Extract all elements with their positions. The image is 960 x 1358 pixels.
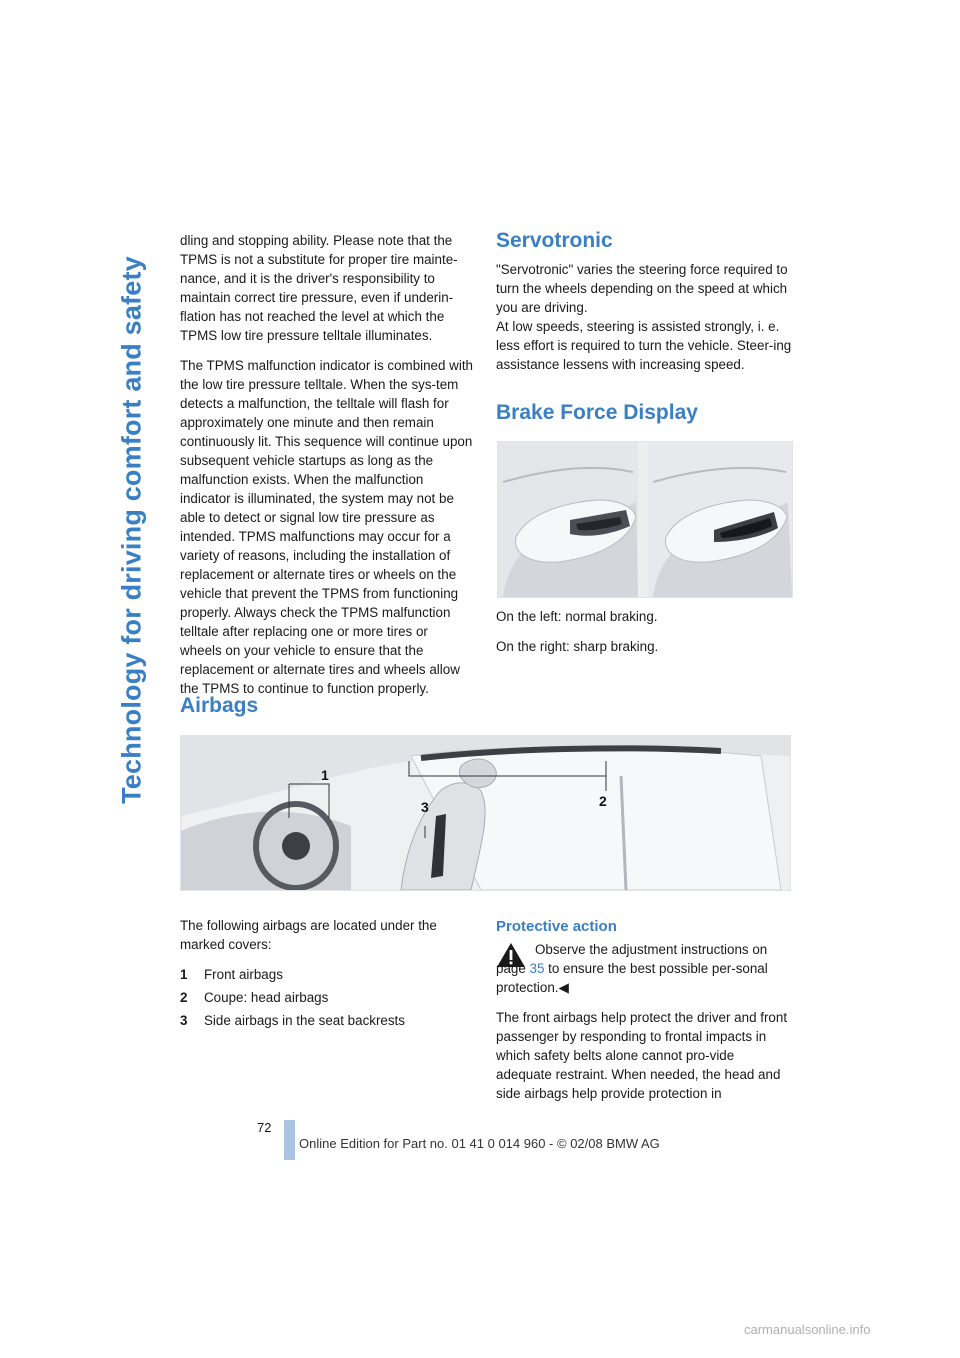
list-item (180, 965, 473, 984)
warning-text-after: to ensure the best possible per-sonal protection.◀ (496, 961, 768, 995)
airbags-intro-text: The following airbags are located under the marked covers: (180, 918, 437, 952)
servotronic-heading: Servotronic (496, 229, 613, 252)
airbags-intro-block (180, 916, 473, 1034)
list-item (180, 1011, 473, 1030)
list-item-text: Coupe: head airbags (204, 990, 329, 1005)
normal-braking-car (498, 442, 638, 597)
brake-force-display-captions (496, 607, 792, 667)
car-interior-airbags-illustration (181, 736, 790, 890)
brake-force-display-heading: Brake Force Display (496, 401, 698, 424)
sharp-braking-car (648, 442, 792, 597)
footer-accent-bar (284, 1120, 295, 1160)
side-chapter-title-text: Technology for driving comfort and safety (116, 256, 147, 804)
list-item (180, 988, 473, 1007)
callout-2: 2 (599, 793, 607, 809)
brake-lights-illustration (498, 442, 792, 597)
tpms-paragraph-1: dling and stopping ability. Please note that the TPMS is not a substitute for proper tire mainte-nance, and it is the driver's responsibility to maintain correct tire pressure, even if underin-flation has not reached the level at which the TPMS low tire pressure telltale illuminates. (180, 233, 458, 343)
list-item-number: 3 (180, 1013, 188, 1028)
airbags-heading: Airbags (180, 694, 259, 717)
airbags-figure (180, 735, 791, 891)
side-chapter-title (112, 230, 152, 830)
callout-1: 1 (321, 767, 329, 783)
warning-note (496, 940, 792, 997)
callout-3: 3 (421, 799, 429, 815)
list-item-text: Side airbags in the seat backrests (204, 1013, 405, 1028)
servotronic-body (496, 260, 792, 385)
list-item-text: Front airbags (204, 967, 283, 982)
protective-action-body (496, 940, 792, 1114)
caption-normal-braking: On the left: normal braking. (496, 609, 658, 624)
left-column (180, 231, 473, 709)
protective-action-heading: Protective action (496, 918, 617, 935)
airbag-locations-list (180, 965, 473, 1030)
list-item-number: 2 (180, 990, 188, 1005)
watermark-text: carmanualsonline.info (744, 1322, 871, 1337)
servotronic-paragraph-1: "Servotronic" varies the steering force required to turn the wheels depending on the speed at which you are driving. (496, 262, 788, 315)
protective-action-paragraph: The front airbags help protect the driver and front passenger by responding to frontal impacts in which safety belts alone cannot pro-vide adequate restraint. When needed, the head and side airbags help provide protection in (496, 1010, 788, 1101)
footer-edition-text: Online Edition for Part no. 01 41 0 014 960 - © 02/08 BMW AG (299, 1136, 660, 1151)
servotronic-paragraph-2: At low speeds, steering is assisted strongly, i. e. less effort is required to turn the vehicle. Steer-ing assistance lessens with increasing speed. (496, 319, 792, 372)
brake-force-display-figure (497, 441, 793, 598)
warning-text-before: Observe the adjustment instructions on page (496, 942, 768, 976)
page-reference-link[interactable]: 35 (529, 961, 545, 976)
tpms-paragraph-2: The TPMS malfunction indicator is combined with the low tire pressure telltale. When the sys-tem detects a malfunction, the telltale will flash for approximately one minute and then remain continuously lit. This sequence will continue upon subsequent vehicle startups as long as the malfunction exists. When the malfunction indicator is illuminated, the system may not be able to detect or signal low tire pressure as intended. TPMS malfunctions may occur for a variety of reasons, including the installation of replacement or alternate tires or wheels on the vehicle that prevent the TPMS from functioning properly. Always check the TPMS malfunction telltale after replacing one or more tires or wheels on your vehicle to ensure that the replacement or alternate tires and wheels allow the TPMS to continue to function properly. (180, 358, 473, 696)
list-item-number: 1 (180, 967, 188, 982)
page-number: 72 (257, 1120, 272, 1135)
caption-sharp-braking: On the right: sharp braking. (496, 639, 659, 654)
